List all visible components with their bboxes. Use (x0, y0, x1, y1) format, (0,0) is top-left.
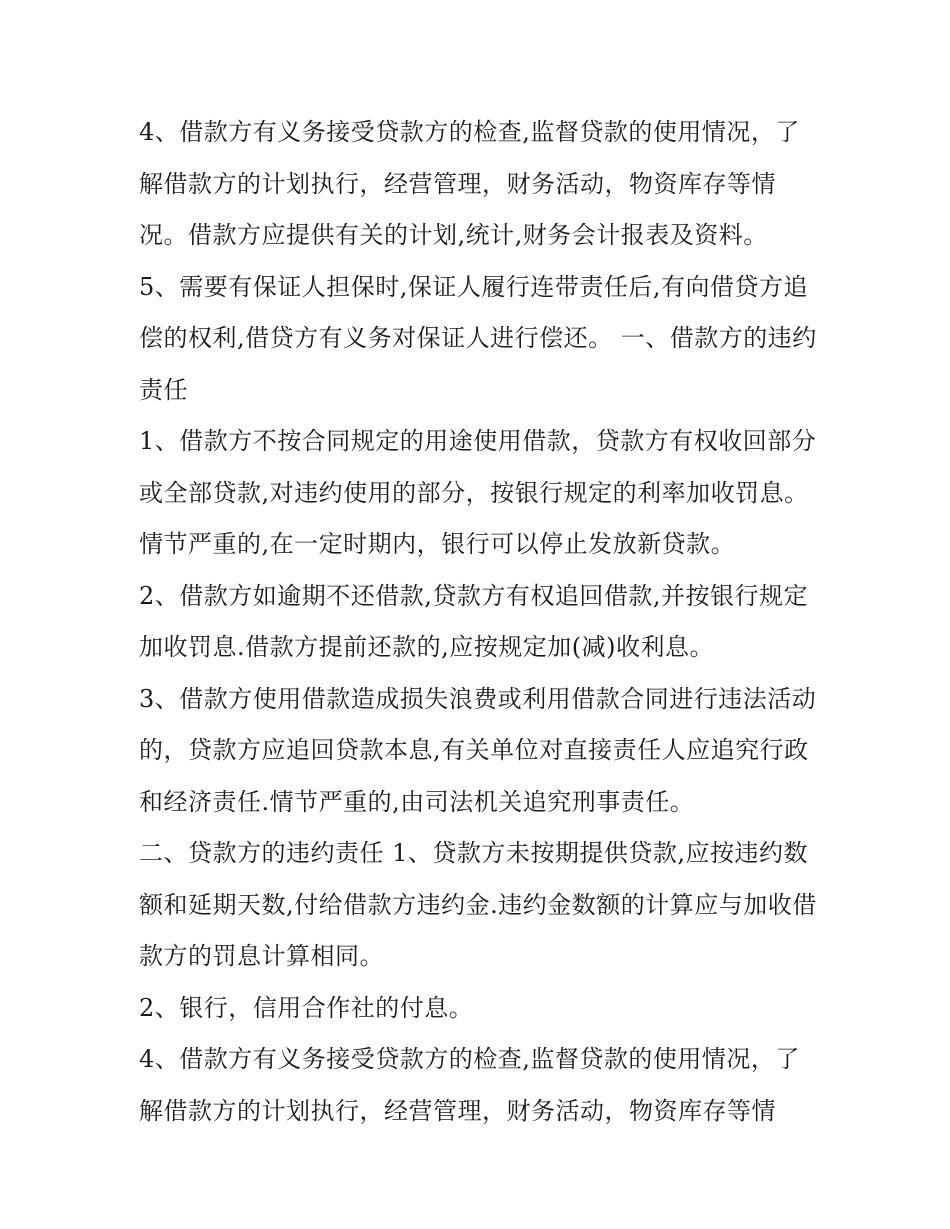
paragraph-borrower-inspection-duty-repeat: 4、借款方有义务接受贷款方的检查,监督贷款的使用情况，了解借款方的计划执行，经营管理，财务活动，物资库存等情 (139, 1045, 800, 1125)
paragraph-bank-interest: 2、银行，信用合作社的付息。 (139, 993, 474, 1022)
paragraph-overdue-repayment: 2、借款方如逾期不还借款,贷款方有权追回借款,并按银行规定加收罚息.借款方提前还款的,应按规定加(减)收利息。 (139, 581, 809, 661)
paragraph-lender-breach: 二、贷款方的违约责任 1、贷款方未按期提供贷款,应按违约数额和延期天数,付给借款方违约金.违约金数额的计算应与加收借款方的罚息计算相同。 (139, 839, 817, 970)
paragraph-guarantor-recourse: 5、需要有保证人担保时,保证人履行连带责任后,有向借贷方追偿的权利,借贷方有义务对保证人进行偿还。 一、借款方的违约责任 (139, 272, 817, 404)
document-body (139, 107, 819, 1137)
paragraph-loss-and-illegal-activity: 3、借款方使用借款造成损失浪费或利用借款合同进行违法活动的，贷款方应追回贷款本息,有关单位对直接责任人应追究行政和经济责任.情节严重的,由司法机关追究刑事责任。 (139, 684, 817, 816)
paragraph-borrower-inspection-duty: 4、借款方有义务接受贷款方的检查,监督贷款的使用情况，了解借款方的计划执行，经营管理，财务活动，物资库存等情况。借款方应提供有关的计划,统计,财务会计报表及资料。 (139, 118, 800, 249)
paragraph-misuse-of-loan: 1、借款方不按合同规定的用途使用借款，贷款方有权收回部分或全部贷款,对违约使用的部分，按银行规定的利率加收罚息。情节严重的,在一定时期内，银行可以停止发放新贷款。 (139, 427, 817, 558)
